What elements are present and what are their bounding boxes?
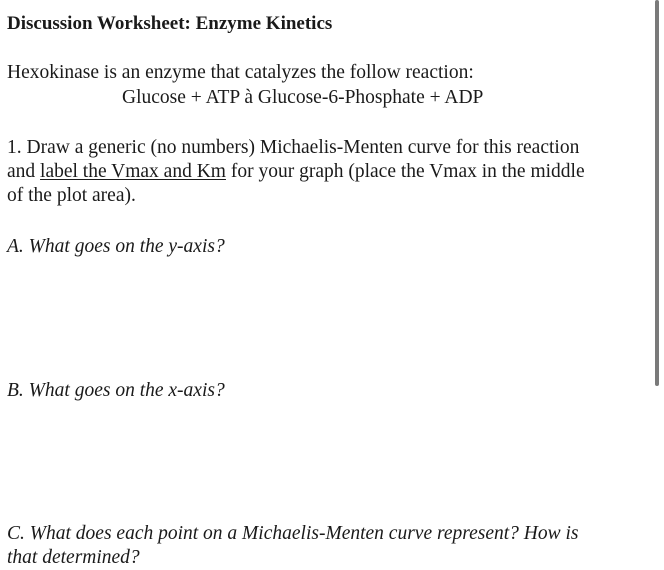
question-1-underlined-instruction: label the Vmax and Km [40, 161, 226, 182]
question-c-line-1: C. What does each point on a Michaelis-Menten curve represent? How is [7, 523, 579, 544]
reaction-equation: Glucose + ATP à Glucose-6-Phosphate + ADP [122, 87, 484, 108]
question-1-line-3: of the plot area). [7, 185, 136, 206]
question-1-line-1: 1. Draw a generic (no numbers) Michaelis-Menten curve for this reaction [7, 137, 580, 158]
intro-text: Hexokinase is an enzyme that catalyzes the follow reaction: [7, 62, 474, 83]
worksheet-title: Discussion Worksheet: Enzyme Kinetics [7, 13, 333, 34]
question-c-line-2: that determined? [7, 547, 140, 568]
question-1-line-2 [7, 160, 585, 184]
vertical-scrollbar[interactable] [655, 0, 659, 386]
question-1-prefix: and [7, 161, 41, 182]
question-1-suffix: for your graph (place the Vmax in the middle [225, 161, 585, 182]
question-a: A. What goes on the y-axis? [7, 236, 225, 257]
question-b: B. What goes on the x-axis? [7, 380, 225, 401]
